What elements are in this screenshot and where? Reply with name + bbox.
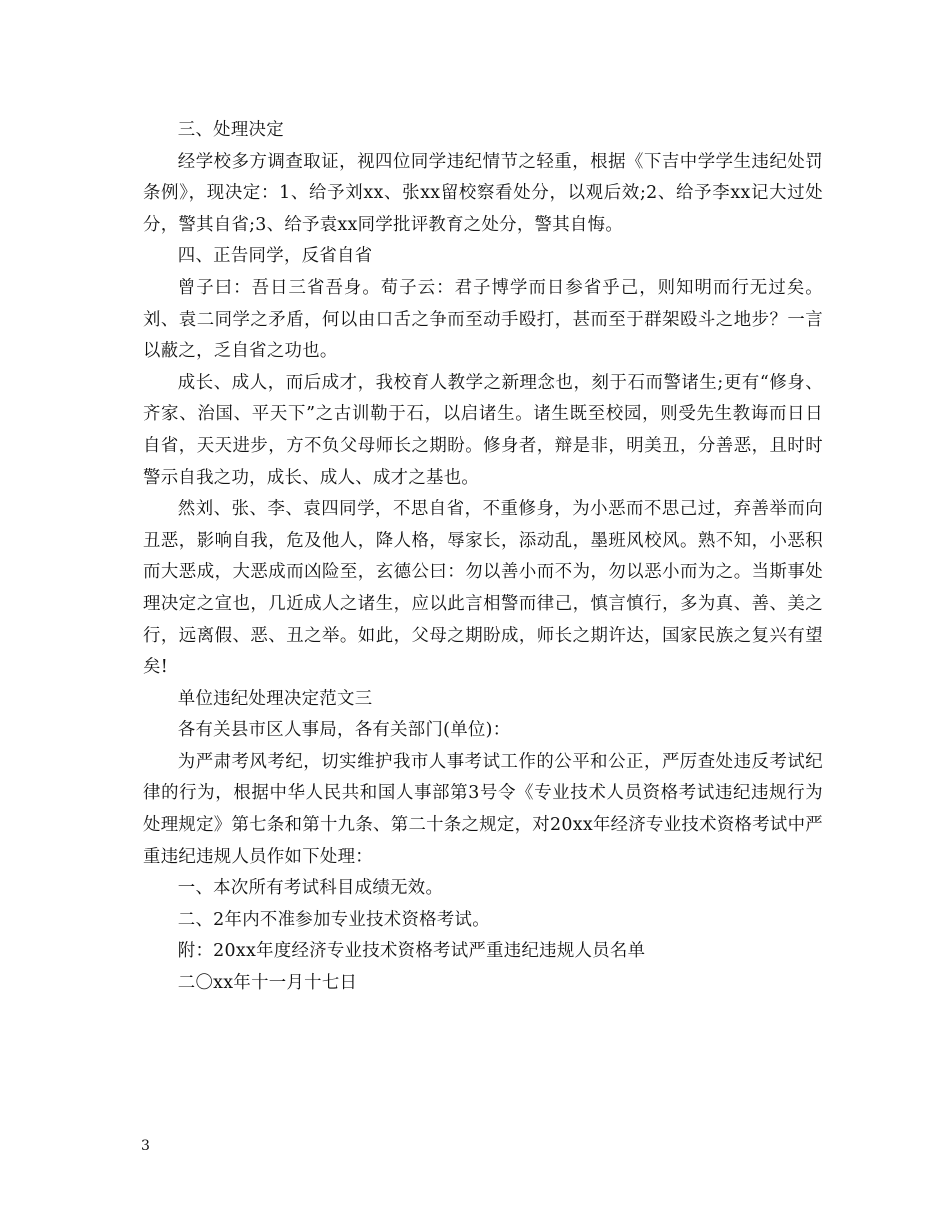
page-number: 3 (141, 1138, 150, 1154)
section-heading-warning: 四、正告同学，反省自省 (177, 246, 373, 267)
paragraph-addressee: 各有关县市区人事局，各有关部门(单位)： (177, 720, 511, 741)
section-heading-decision: 三、处理决定 (177, 120, 284, 140)
paragraph-decision-details: 经学校多方调查取证，视四位同学违纪情节之轻重，根据《下吉中学学生违纪处罚条例》，现决定：1、给予刘xx、张xx留校察看处分，以观后效;2、给予李xx记大过处分，警其自省;3、给予袁xx同学批评教育之处分，警其自悔。 (143, 151, 823, 235)
paragraph-penalty-one: 一、本次所有考试科目成绩无效。 (177, 878, 444, 899)
paragraph-attachment: 附：20xx年度经济专业技术资格考试严重违纪违规人员名单 (177, 941, 646, 962)
paragraph-student-conduct: 然刘、张、李、袁四同学，不思自省，不重修身，为小恶而不思己过，弃善举而向丑恶，影响自我，危及他人，降人格，辱家长，添动乱，墨班风校风。熟不知，小恶积而大恶成，大恶成而凶险至，玄德公曰：勿以善小而不为，勿以恶小而为之。当斯事处理决定之宣也，几近成人之诸生，应以此言相警而律己，慎言慎行，多为真、善、美之行，远离假、恶、丑之举。如此，父母之期盼成，师长之期许达，国家民族之复兴有望矣! (143, 499, 823, 678)
document-body (143, 115, 823, 1000)
paragraph-school-philosophy: 成长、成人，而后成才，我校育人教学之新理念也，刻于石而警诸生;更有“修身、齐家、治国、平天下”之古训勒于石，以启诸生。诸生既至校园，则受先生教诲而日日自省，天天进步，方不负父母师长之期盼。修身者，辩是非，明美丑，分善恶，且时时警示自我之功，成长、成人、成才之基也。 (143, 372, 823, 488)
paragraph-penalty-two: 二、2年内不准参加专业技术资格考试。 (177, 909, 490, 930)
paragraph-exam-discipline: 为严肃考风考纪，切实维护我市人事考试工作的公平和公正，严厉查处违反考试纪律的行为，根据中华人民共和国人事部第3号令《专业技术人员资格考试违纪违规行为处理规定》第七条和第十九条、第二十条之规定，对20xx年经济专业技术资格考试中严重违纪违规人员作如下处理： (143, 751, 823, 867)
paragraph-self-reflection: 曾子曰：吾日三省吾身。荀子云：君子博学而日参省乎己，则知明而行无过矣。刘、袁二同学之矛盾，何以由口舌之争而至动手殴打，甚而至于群架殴斗之地步？一言以蔽之，乏自省之功也。 (143, 277, 823, 362)
section-title-sample-three: 单位违纪处理决定范文三 (177, 688, 373, 709)
paragraph-date: 二〇xx年十一月十七日 (177, 973, 358, 994)
